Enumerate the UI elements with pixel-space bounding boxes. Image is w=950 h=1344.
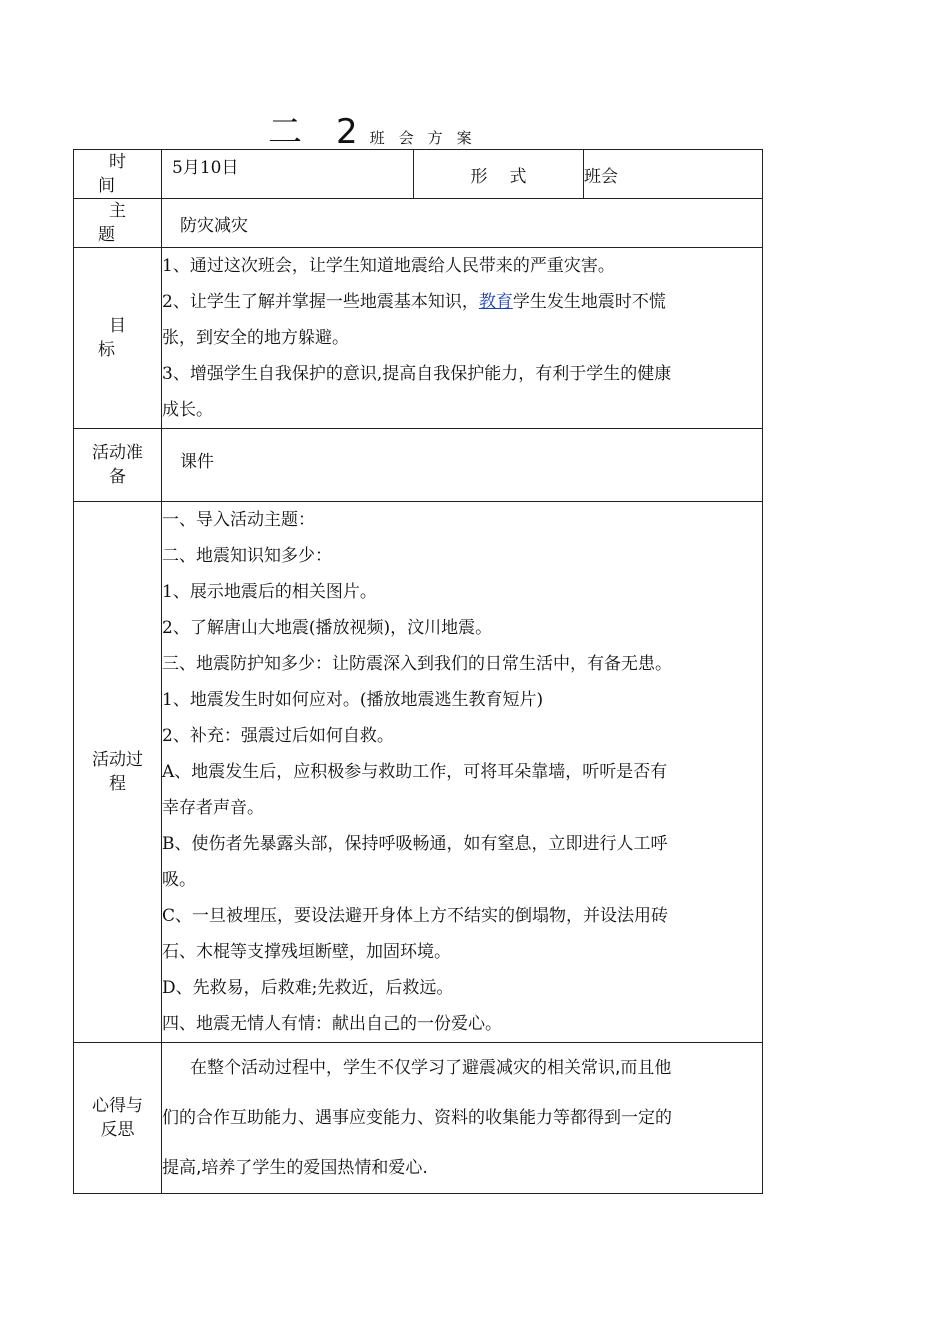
prep-row: [74, 429, 763, 502]
prep-label-line-2: 备: [109, 467, 126, 487]
goal-row: [74, 248, 763, 429]
goal-line-2-end: 学生发生地震时不慌: [512, 292, 666, 312]
process-line: D、先救易，后救难;先救近，后救远。: [162, 978, 454, 998]
theme-label: 主题: [74, 199, 162, 248]
goal-label: 目标: [74, 248, 162, 429]
prep-label: [74, 429, 162, 502]
time-label: 时间: [74, 150, 162, 199]
process-line: 1、地震发生时如何应对。(播放地震逃生教育短片): [162, 690, 544, 710]
process-line: 二、地震知识知多少：: [162, 546, 332, 566]
goal-line-1: 1、通过这次班会，让学生知道地震给人民带来的严重灾害。: [162, 256, 615, 276]
process-label: [74, 502, 162, 1043]
process-line: 1、展示地震后的相关图片。: [162, 582, 377, 602]
reflection-line-1: [162, 1043, 762, 1093]
time-value: 5月10日: [162, 150, 414, 199]
process-line: 石、木棍等支撑残垣断壁，加固环境。: [162, 942, 451, 962]
form-value: 班会: [584, 150, 763, 199]
goal-line-2-start: 2、让学生了解并掌握一些地震基本知识，: [162, 292, 479, 312]
process-line: 四、地震无情人有情：献出自己的一份爱心。: [162, 1014, 502, 1034]
reflection-label: [74, 1043, 162, 1194]
reflection-line-1-text: 在整个活动过程中，学生不仅学习了避震减灾的相关常识,而且他: [190, 1058, 672, 1078]
goal-content: [162, 248, 763, 429]
document-title: [268, 104, 486, 152]
process-line: C、一旦被埋压，要设法避开身体上方不结实的倒塌物，并设法用砖: [162, 906, 669, 926]
reflection-label-line-2: 反思: [100, 1120, 135, 1140]
process-line: 2、了解唐山大地震(播放视频)，汶川地震。: [162, 618, 493, 638]
title-suffix: 班会方案: [369, 129, 486, 147]
time-row: [74, 150, 763, 199]
process-line: B、使伤者先暴露头部，保持呼吸畅通，如有窒息，立即进行人工呼: [162, 834, 668, 854]
process-line: 三、地震防护知多少：让防震深入到我们的日常生活中，有备无患。: [162, 654, 672, 674]
prep-label-line-1: 活动准: [92, 443, 143, 463]
theme-row: [74, 199, 763, 248]
process-line: 一、导入活动主题：: [162, 510, 315, 530]
prep-value: 课件: [162, 429, 763, 502]
reflection-row: [74, 1043, 763, 1194]
process-label-line-1: 活动过: [92, 750, 143, 770]
process-line: 吸。: [162, 870, 196, 890]
goal-line-5: 成长。: [162, 400, 213, 420]
process-label-line-2: 程: [109, 774, 126, 794]
goal-line-2: [162, 284, 762, 320]
education-link[interactable]: 教育: [478, 292, 513, 312]
reflection-line-2: 们的合作互助能力、遇事应变能力、资料的收集能力等都得到一定的: [162, 1108, 672, 1128]
goal-line-4: 3、增强学生自我保护的意识,提高自我保护能力，有利于学生的健康: [162, 364, 672, 384]
title-grade: 二: [268, 112, 302, 152]
class-meeting-plan-table: [73, 149, 763, 1194]
process-line: 幸存者声音。: [162, 798, 264, 818]
reflection-line-3: 提高,培养了学生的爱国热情和爱心.: [162, 1158, 428, 1178]
process-line: 2、补充：强震过后如何自救。: [162, 726, 394, 746]
form-label: 形式: [414, 150, 584, 199]
reflection-content: [162, 1043, 763, 1194]
reflection-label-line-1: 心得与: [92, 1096, 143, 1116]
process-line: A、地震发生后，应积极参与救助工作，可将耳朵靠墙，听听是否有: [162, 762, 668, 782]
goal-line-3: 张，到安全的地方躲避。: [162, 328, 349, 348]
process-row: [74, 502, 763, 1043]
theme-value: 防灾减灾: [162, 199, 763, 248]
process-content: [162, 502, 763, 1043]
title-class-number: 2: [336, 112, 358, 152]
